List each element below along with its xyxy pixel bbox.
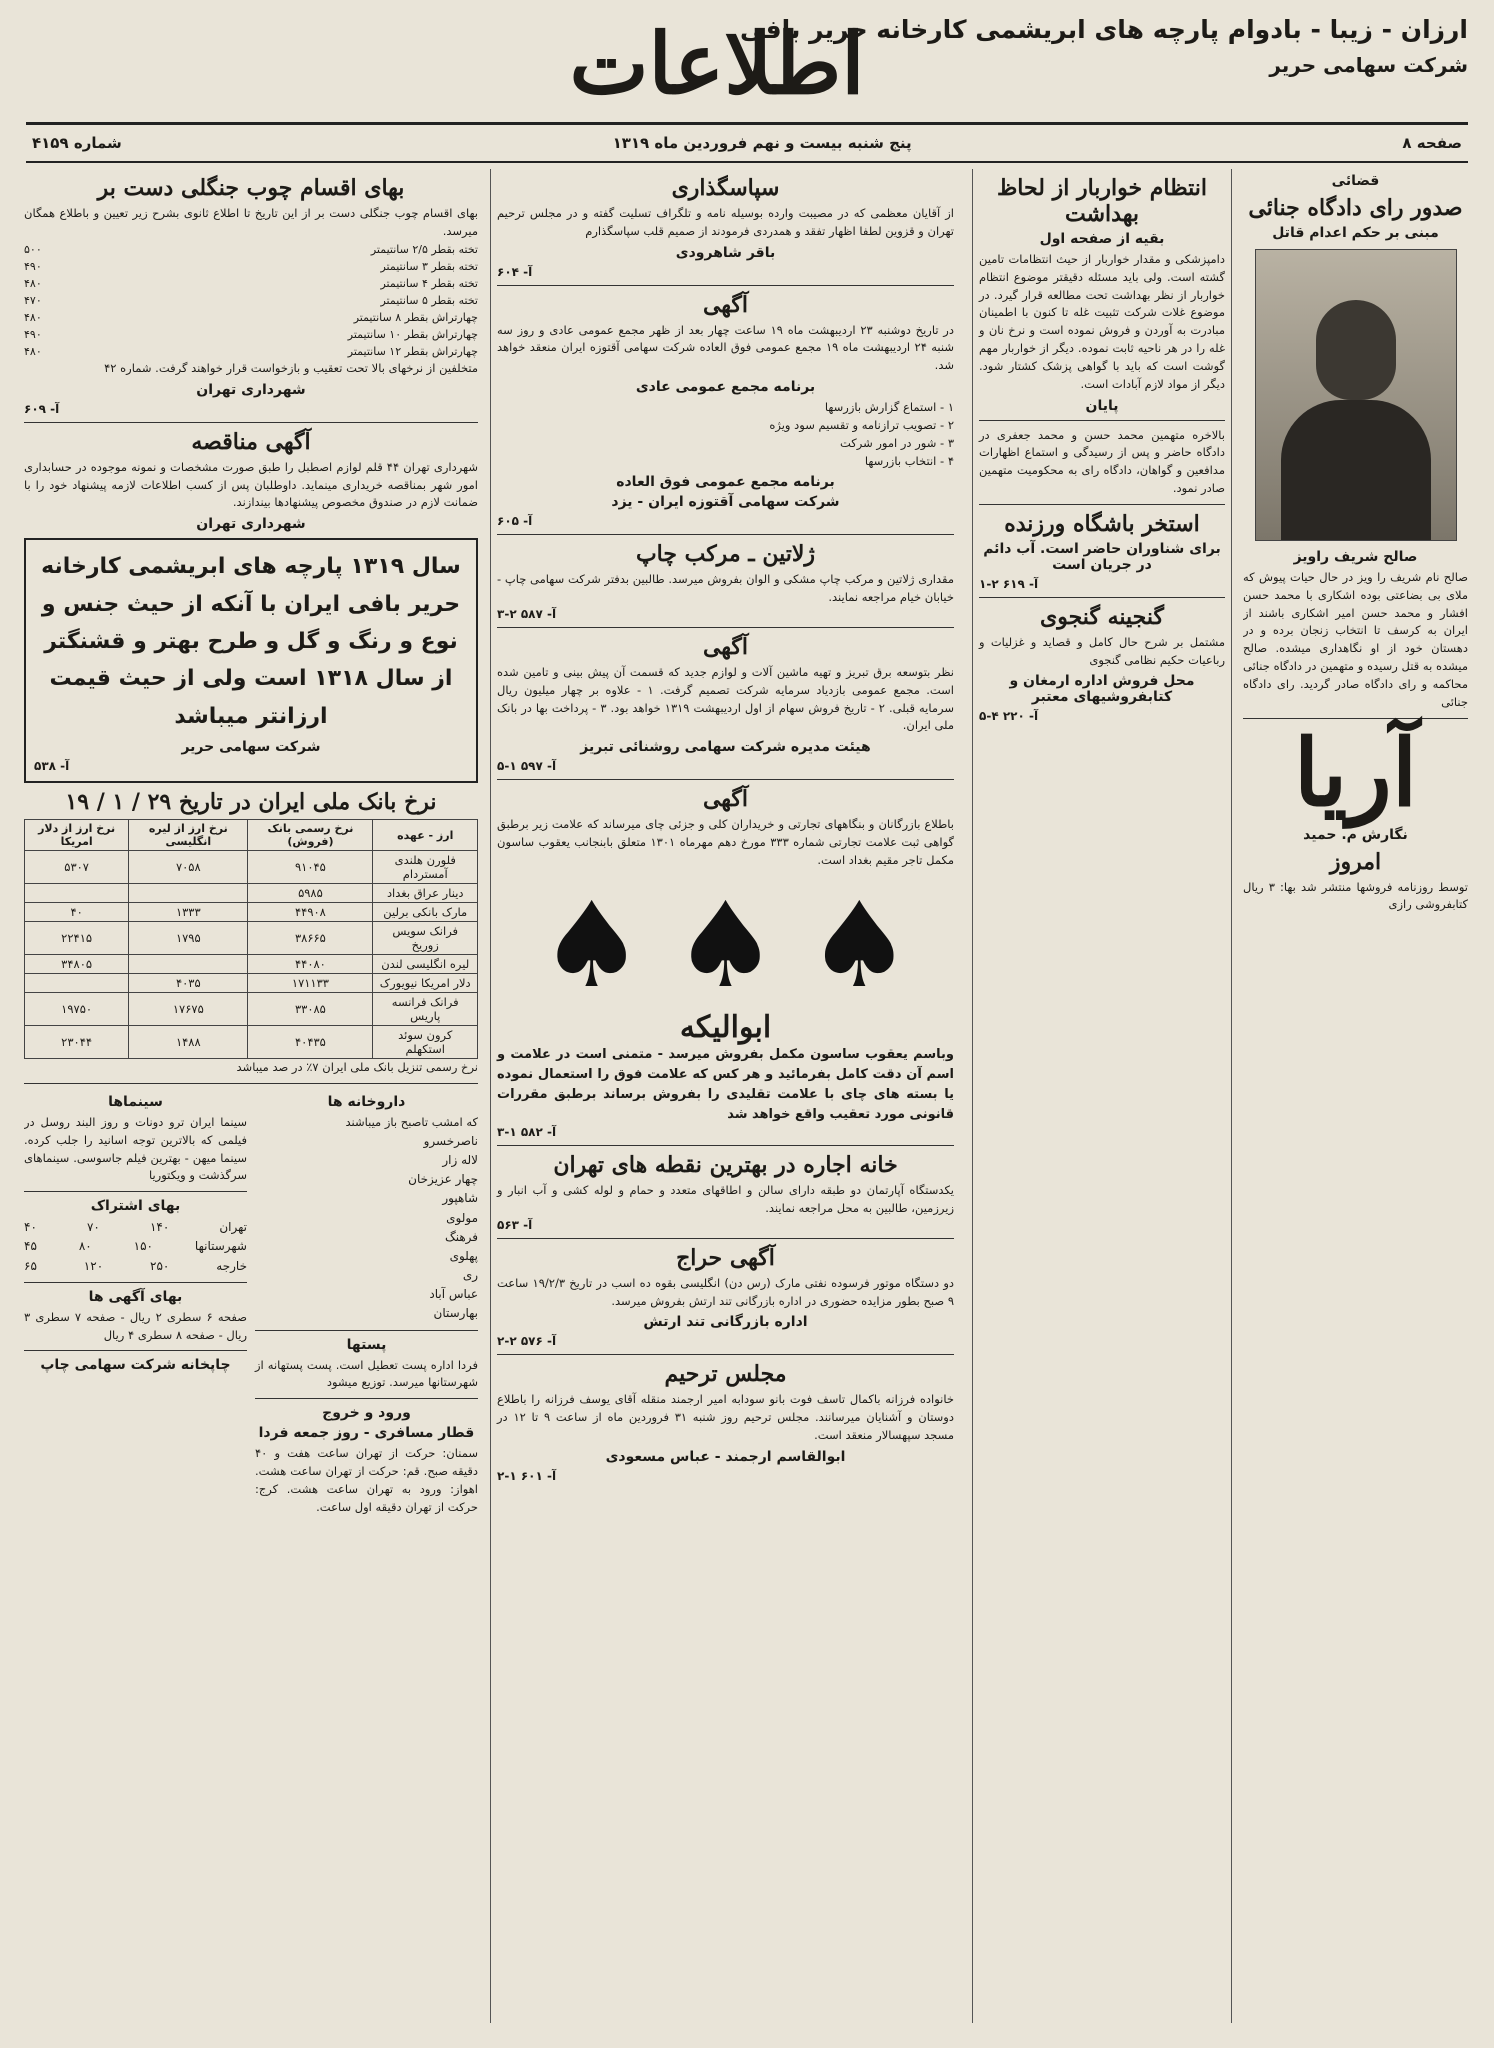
auction-body: دو دستگاه موتور فرسوده نفتی مارک (رس دن) انگلیسی بقوه ده اسب در تاریخ ۱۹/۲/۳ ساعت ۹ صبح بطور مزایده حضوری در اداره بازرگانی تند ارتش بفروش میرسد.	[497, 1275, 954, 1308]
divider	[24, 422, 478, 423]
masthead-ad-line2: شرکت سهامی حریر	[1269, 52, 1468, 77]
tea-notice-body: باطلاع بازرگانان و بنگاههای تجارتی و خریداران کلی و جزئی چای میرساند که علامت زیر برطبق گواهی ثبت علامت تجارتی شماره ۳۳۳ مورخ دهم مهرماه ۱۳۰۱ متعلق بابنجانب یعقوب ساسون مکمل تاجر مقیم بغداد است.	[497, 817, 954, 867]
rates-title: نرخ بانک ملی ایران در تاریخ ۲۹ / ۱ / ۱۹	[65, 789, 437, 816]
auction-title: آگهی حراج	[676, 1244, 775, 1271]
column-ads-rates	[24, 169, 478, 2023]
auction-ref: آ- ۵۷۶ ۲-۲	[497, 1334, 557, 1349]
tender-signature: شهرداری تهران	[196, 516, 306, 533]
cinemas-title: سینماها	[108, 1093, 163, 1110]
divider	[979, 597, 1225, 598]
rates-header: نرخ ارز از لیره انگلیسی	[129, 820, 248, 851]
memorial-body: خانواده فرزانه باکمال تاسف فوت بانو سودابه امیر ارجمند منقله آقای یوسف فرزانه را باطلاع دوستان و آشنایان میرسانند. مجلس ترحیم روز شنبه ۳۱ فروردین ماه از ساعت ۹ تا ۱۲ در مسجد سپهسالار منعقد است.	[497, 1392, 954, 1443]
list-item: لاله زار	[442, 1152, 478, 1167]
divider	[979, 420, 1225, 421]
divider	[255, 1398, 478, 1399]
electric-notice-ref: آ- ۵۹۷ ۱-۵	[497, 759, 557, 774]
issue-number: شماره ۴۱۵۹	[32, 134, 122, 152]
gelatin-body: مقداری ژلاتین و مرکب چاپ مشکی و الوان بفروش میرسد. طالبین بدفتر شرکت سهامی چاپ - خیابان خیام مراجعه نمایند.	[497, 572, 954, 605]
columns	[26, 163, 1468, 2023]
post-title: پستها	[346, 1336, 387, 1353]
silk-ad-box	[24, 538, 478, 783]
meeting-signature: شرکت سهامی آقتوزه ایران - یزد	[611, 494, 840, 511]
timber-ad-footer: متخلفین از نرخهای بالا تحت تعقیب و بازخواست قرار خواهند گرفت. شماره ۴۲	[104, 360, 478, 375]
timber-price-row: تخته بقطر ۵ سانتیمتر ۴۷۰	[24, 293, 478, 307]
divider	[24, 1350, 247, 1351]
column-judicial	[1243, 169, 1468, 2023]
meeting-program2-title: برنامه مجمع عمومی فوق العاده	[616, 474, 835, 491]
table-row: دلار امریکا نیویورک ۱۷۱۱۳۳ ۴۰۳۵	[25, 974, 478, 993]
pool-ad-ref: آ- ۶۱۹ ۲-۱	[979, 576, 1039, 591]
timber-price-row: چهارتراش بقطر ۱۰ سانتیمتر ۴۹۰	[24, 327, 478, 341]
divider	[979, 504, 1225, 505]
list-item: ناصرخسرو	[423, 1133, 478, 1148]
meeting-item: ۲ - تصویب ترازنامه و تقسیم سود ویژه	[769, 417, 954, 432]
food-headline: انتظام خواربار از لحاظ بهداشت	[996, 175, 1208, 227]
gelatin-ref: آ- ۵۸۷ ۲-۳	[497, 606, 557, 621]
post-body: فردا اداره پست تعطیل است. پست پستهانه از شهرستانها میرسد. توزیع میشود	[255, 1357, 478, 1390]
services-section	[24, 1090, 478, 1517]
list-item: فرهنگ	[444, 1229, 478, 1244]
spade-icon: ♠	[672, 875, 779, 1014]
subscription-title: بهای اشتراک	[90, 1198, 181, 1215]
travel-body: سمنان: حرکت از تهران ساعت هفت و ۴۰ دقیقه صبح. قم: حرکت از تهران ساعت هشت. اهواز: ورود به تهران ساعت هشت. کرج: حرکت از تهران دقیقه اول ساعت.	[255, 1446, 478, 1514]
column-food-hygiene	[972, 169, 1232, 2023]
list-item: مولوی	[446, 1210, 478, 1225]
portrait-caption: صالح شریف راویز	[1293, 549, 1418, 565]
pharmacies-box	[255, 1090, 478, 1517]
travel-title: ورود و خروج	[322, 1405, 411, 1422]
rental-ref: آ- ۵۶۳	[497, 1217, 533, 1232]
timber-ad-ref: آ- ۶۰۹	[24, 401, 60, 416]
table-row: لیره انگلیسی لندن ۴۴۰۸۰ ۳۴۸۰۵	[25, 955, 478, 974]
thanks-ref: آ- ۶۰۴	[497, 264, 533, 279]
page-number: صفحه ۸	[1402, 134, 1462, 152]
divider	[497, 1354, 954, 1355]
table-row: دینار عراق بغداد ۵۹۸۵	[25, 884, 478, 903]
memorial-ref: آ- ۶۰۱ ۱-۲	[497, 1468, 557, 1483]
timber-price-row: تخته بقطر ۳ سانتیمتر ۴۹۰	[24, 259, 478, 273]
issue-date: پنج شنبه بیست و نهم فروردین ماه ۱۳۱۹	[612, 134, 912, 152]
rates-header-row	[25, 820, 478, 851]
arya-ad-title: آریا	[1293, 718, 1418, 827]
auction-signature: اداره بازرگانی تند ارتش	[643, 1314, 808, 1331]
column-notices	[490, 169, 960, 2023]
meeting-ref: آ- ۶۰۵	[497, 514, 533, 529]
rates-note: نرخ رسمی تنزیل بانک ملی ایران ۷٪ در صد میباشد	[236, 1060, 478, 1075]
divider	[497, 534, 954, 535]
cinemas-box	[24, 1090, 247, 1517]
food-subhead: بقیه از صفحه اول	[1039, 231, 1165, 247]
divider	[497, 285, 954, 286]
subscription-row: شهرستانها ۱۵۰ ۸۰ ۴۵	[24, 1239, 247, 1254]
rental-body: یکدستگاه آپارتمان دو طبقه دارای سالن و اطاقهای متعدد و حمام و لوله کشی و آب انبار و زیرزمین، طالبین به محل مراجعه نمایند.	[497, 1183, 954, 1215]
subscription-row: تهران ۱۴۰ ۷۰ ۴۰	[24, 1220, 247, 1235]
tender-title: آگهی مناقصه	[191, 428, 311, 455]
memorial-signature: ابوالقاسم ارجمند - عباس مسعودی	[605, 1448, 846, 1465]
list-item: شاهپور	[442, 1191, 478, 1206]
timber-ad-title: بهای اقسام چوب جنگلی دست بر	[97, 175, 405, 201]
meeting-program-title: برنامه مجمع عمومی عادی	[635, 379, 816, 396]
portrait-head	[1316, 300, 1396, 400]
trademark-spades	[497, 875, 954, 1014]
pharmacies-subtitle: که امشب تاصبح باز میباشند	[345, 1114, 478, 1129]
memorial-title: مجلس ترحیم	[664, 1361, 787, 1388]
divider	[24, 1083, 478, 1084]
judicial-subhead: مبنی بر حکم اعدام قاتل	[1272, 225, 1439, 241]
exchange-rates-table	[24, 819, 478, 1059]
spade-icon: ♠	[806, 875, 913, 1014]
food-body: دامپزشکی و مقدار خواربار از حیث انتظامات تامین گشته است. ولی باید مسئله دقیقتر موضوع انتظام خواربار از نظر بهداشت تحت مطالعه قرار گیرد. در موضوع غلات شرکت تثبیت غله تا کنون با اطمینان مبادرت به آوردن و فروش نموده است و نرخ نان و غله را در هر ناحیه ثابت نموده. دیگر از خواربار مهم گوشت است که باید با گواهی پزشک کشتار شود. دیگر از مواد لازم آبادات است.	[979, 252, 1225, 391]
meeting-notice-body: در تاریخ دوشنبه ۲۳ اردیبهشت ماه ۱۹ ساعت چهار بعد از ظهر مجمع عمومی عادی و روز سه شنبه ۲۴ اردیبهشت ماه ۱۹ مجمع عمومی فوق العاده شرکت سهامی آقتوزه ایران منعقد خواهد شد.	[497, 322, 954, 373]
rates-header: ارز - عهده	[373, 820, 478, 851]
electric-notice-body: نظر بتوسعه برق تبریز و تهیه ماشین آلات و لوازم جدید که قسمت آن پیش بینی و تامین شده است. مجمع عمومی بازدیاد سرمایه شرکت تصمیم گرفت. ۱ - علاوه بر چهار میلیون ریال سرمایه قبلی. ۲ - تاریخ فروش سهام از اول اردیبهشت ۱۳۱۹ خواهد بود. ۳ - پرداخت بها در بانک ملی ایران.	[497, 664, 955, 733]
pharmacies-title: داروخانه ها	[327, 1093, 406, 1110]
arya-ad-note: توسط روزنامه فروشها منتشر شد بها: ۳ ریال کتابفروشی رازی	[1243, 879, 1468, 912]
list-item: بهارستان	[433, 1306, 478, 1321]
rates-header: نرخ ارز از دلار امریکا	[25, 820, 129, 851]
thanks-body: از آقایان معظمی که در مصیبت وارده بوسیله نامه و تلگراف تسلیت گفته و در مجلس ترحیم تهران و قزوین لطفا اظهار تفقد و همدردی فرمودند از صمیم قلب سپاسگذارم	[497, 206, 954, 238]
divider	[497, 627, 954, 628]
judicial-kicker: قضائی	[1331, 173, 1380, 189]
pool-ad-body: برای شناوران حاضر است. آب دائم در جریان است	[983, 540, 1221, 573]
printer-name: چاپخانه شرکت سهامی چاپ	[40, 1357, 231, 1374]
judicial-headline: صدور رای دادگاه جنائی	[1248, 195, 1463, 221]
silk-ad-text: سال ۱۳۱۹ پارچه های ابریشمی کارخانه حریر بافی ایران با آنکه از حیث جنس و نوع و رنگ و گل و طرح بهتر و قشنگتر از سال ۱۳۱۸ است ولی از حیث قیمت ارزانتر میباشد	[41, 554, 461, 729]
tea-notice-title: آگهی	[702, 786, 749, 813]
meeting-notice-title: آگهی	[702, 291, 749, 318]
divider	[497, 779, 954, 780]
rates-header: نرخ رسمی بانک (فروش)	[248, 820, 373, 851]
table-row: فلورن هلندی آمستردام ۹۱۰۴۵ ۷۰۵۸ ۵۳۰۷	[25, 851, 478, 884]
list-item: چهار عزیزخان	[408, 1172, 478, 1187]
book-ad-sale: محل فروش اداره ارمغان و کتابفروشیهای معتبر	[1009, 673, 1195, 706]
court-continuation: بالاخره متهمین محمد حسن و محمد جعفری در دادگاه حاضر و پس از رسیدگی و استماع اظهارات مدافعین و گواهان، دادگاه رای به محکومیت متهمین صادر نمود.	[979, 427, 1225, 495]
meeting-item: ۴ - انتخاب بازرسها	[864, 453, 954, 468]
silk-ad-ref: آ- ۵۳۸	[34, 759, 70, 774]
table-row: کرون سوئد استکهلم ۴۰۴۳۵ ۱۴۸۸ ۲۳۰۴۴	[25, 1026, 478, 1059]
divider	[24, 1282, 247, 1283]
list-item: پهلوی	[449, 1248, 478, 1263]
timber-price-row: چهارتراش بقطر ۱۲ سانتیمتر ۴۸۰	[24, 344, 478, 358]
timber-price-row: چهارتراش بقطر ۸ سانتیمتر ۴۸۰	[24, 310, 478, 324]
timber-ad-intro: بهای اقسام چوب جنگلی دست بر از این تاریخ تا اطلاع ثانوی بشرح زیر تعیین و باطلاع همگان میرسد.	[24, 206, 478, 238]
book-ad-ref: آ- ۲۲۰ ۴-۵	[979, 709, 1039, 724]
meeting-item: ۱ - استماع گزارش بازرسها	[824, 400, 954, 415]
judicial-body: صالح نام شریف را ویز در حال حیات پیوش که ملای بی بضاعتی بوده اشکاری با محمد حسن افشار و محمد حسن امیر اشکاری باشند از ایران به کرسف تا انتخاب زنجان برده و در دهستان خود از او نگاهداری میشده. صالح میشده به قتل رسیده و متهمین در دادگاه جنائی محاکمه و رای دادگاه صادر گردید. رای دادگاه جنائی	[1243, 570, 1468, 709]
arya-ad-author: نگارش م. حمید	[1303, 826, 1408, 843]
thanks-title: سپاسگذاری	[671, 175, 780, 201]
book-ad-title: گنجینه گنجوی	[1040, 603, 1164, 630]
timber-ad-signature: شهرداری تهران	[196, 381, 306, 398]
spade-icon: ♠	[538, 875, 645, 1014]
tea-brand-name: ابوالیکه	[679, 1009, 772, 1045]
masthead	[26, 14, 1468, 125]
newspaper-title: اطلاعات	[569, 14, 865, 113]
ad-rates-title: بهای آگهی ها	[88, 1288, 183, 1305]
electric-notice-title: آگهی	[702, 633, 749, 660]
table-row: فرانک فرانسه پاریس ۳۳۰۸۵ ۱۷۶۷۵ ۱۹۷۵۰	[25, 993, 478, 1026]
cinemas-body: سینما ایران ترو دونات و روز البند روسل در فیلمی که بالاترین توجه اسانید را جلب کرده. سینما میهن - بهترین فیلم جاسوسی. سینماهای سرگذشت و ویکتوریا	[24, 1114, 247, 1183]
gelatin-title: ژلاتین ـ مرکب چاپ	[635, 541, 816, 568]
divider	[24, 1191, 247, 1192]
tender-body: شهرداری تهران ۴۴ قلم لوازم اصطبل را طبق صورت مشخصات و نمونه موجوده در حسابداری امور شهر بمناقصه خریداری مینماید. داوطلبان پس از کسب اطلاعات لازمه پیشنهاد خود را با ضمانت لازم در صندوق مخصوص پیشنهادها بیندازند.	[24, 459, 478, 510]
arya-ad-today: امروز	[1329, 848, 1382, 875]
ad-rates-body: صفحه ۶ سطری ۲ ریال - صفحه ۷ سطری ۳ ریال - صفحه ۸ سطری ۴ ریال	[24, 1309, 247, 1342]
table-row: مارک بانکی برلین ۴۴۹۰۸ ۱۳۳۳ ۴۰	[25, 903, 478, 922]
divider	[497, 1145, 954, 1146]
tea-notice-warning: وباسم یعقوب ساسون مکمل بفروش میرسد - متمنی است در علامت و اسم آن دقت کامل بفرمائید و هر کس که علامت فوق را استعمال نموده یا بسته های چای با علامت تقلیدی را بفروش برساند برطبق مقررات قانونی مورد تعقیب واقع خواهد شد	[497, 1046, 954, 1123]
subscription-row: خارجه ۲۵۰ ۱۲۰ ۶۵	[24, 1258, 247, 1273]
silk-ad-signature: شرکت سهامی حریر	[181, 739, 321, 756]
dateline	[26, 125, 1468, 163]
masthead-ad-line1: ارزان - زیبا - بادوام پارچه های ابریشمی کارخانه حریر بافی	[739, 15, 1468, 44]
meeting-item: ۳ - شور در امور شرکت	[839, 435, 954, 450]
portrait-photo	[1255, 249, 1457, 541]
food-end: پایان	[1085, 397, 1119, 414]
pool-ad-title: استخر باشگاه ورزنده	[1004, 510, 1200, 537]
timber-price-list	[24, 241, 478, 360]
divider	[255, 1330, 478, 1331]
portrait-body	[1281, 400, 1431, 540]
rental-title: خانه اجاره در بهترین نقطه های تهران	[553, 1152, 898, 1179]
list-item: ری	[462, 1268, 478, 1283]
electric-notice-signature: هیئت مدیره شرکت سهامی روشنائی تبریز	[580, 739, 871, 756]
timber-price-row: تخته بقطر ۴ سانتیمتر ۴۸۰	[24, 276, 478, 290]
thanks-signature: باقر شاهرودی	[675, 244, 776, 261]
travel-subtitle: قطار مسافری - روز جمعه فردا	[258, 1425, 475, 1442]
tea-notice-ref: آ- ۵۸۲ ۱-۳	[497, 1125, 557, 1140]
book-ad-body: مشتمل بر شرح حال کامل و قصاید و غزلیات و رباعیات حکیم نظامی گنجوی	[979, 634, 1225, 667]
timber-price-row: تخته بقطر ۲/۵ سانتیمتر ۵۰۰	[24, 242, 478, 256]
divider	[497, 1238, 954, 1239]
table-row: فرانک سویس زوریخ ۳۸۶۶۵ ۱۷۹۵ ۲۲۴۱۵	[25, 922, 478, 955]
list-item: عباس آباد	[429, 1287, 478, 1302]
masthead-ad	[739, 14, 1468, 77]
